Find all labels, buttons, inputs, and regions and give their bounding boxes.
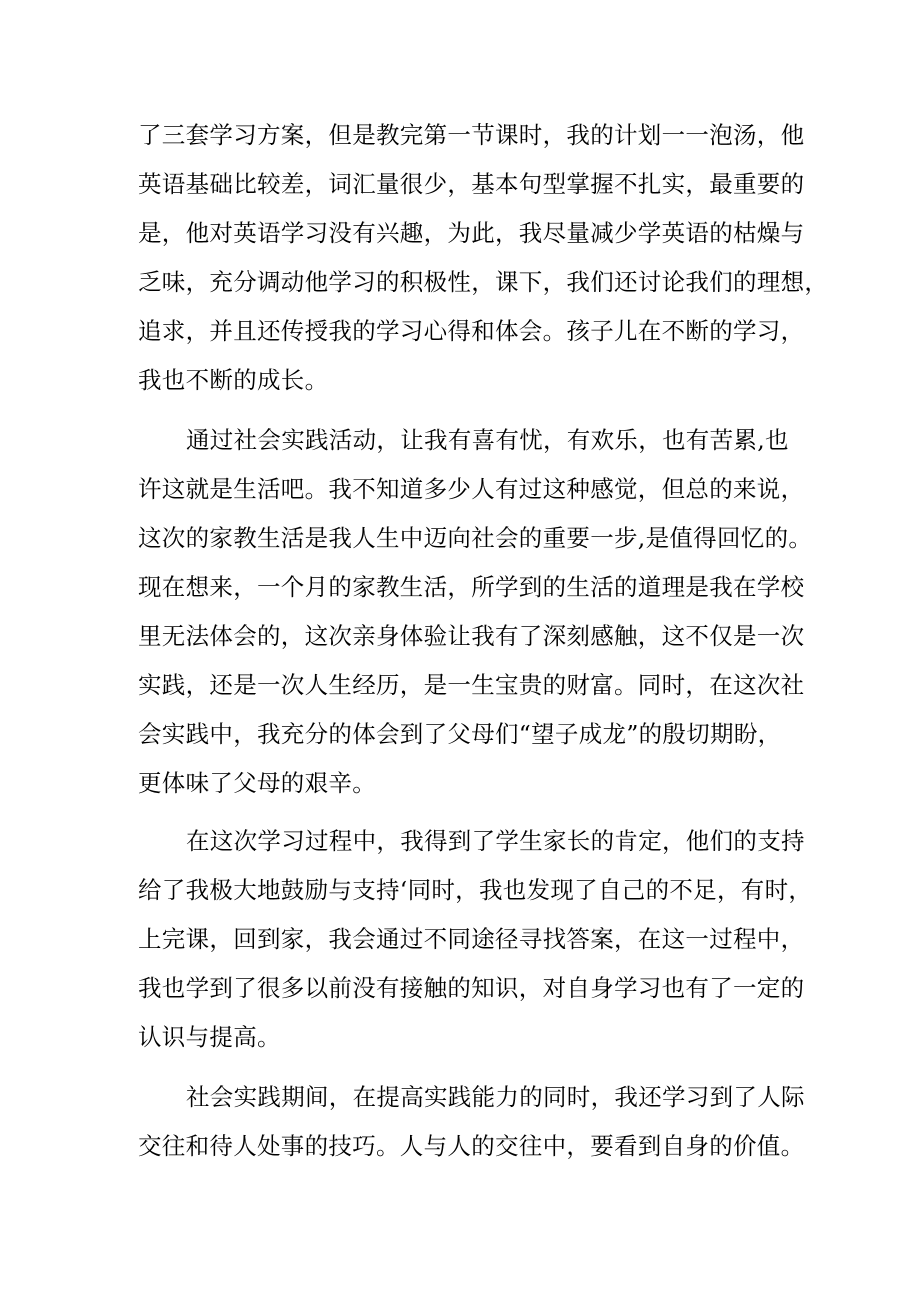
- paragraph-3: [138, 817, 813, 1062]
- text-line: 是，他对英语学习没有兴趣，为此，我尽量减少学英语的枯燥与: [138, 219, 805, 247]
- text-line: 现在想来，一个月的家教生活，所学到的生活的道理是我在学校: [138, 573, 805, 601]
- text-line: 英语基础比较差，词汇量很少，基本句型掌握不扎实，最重要的: [138, 170, 805, 198]
- text-line: 更体味了父母的艰辛。: [138, 769, 376, 797]
- text-line: 我也学到了很多以前没有接触的知识，对自身学习也有了一定的: [138, 974, 805, 1002]
- paragraph-1: [138, 111, 829, 405]
- text-line: 认识与提高。: [138, 1023, 281, 1051]
- text-line: 里无法体会的，这次亲身体验让我有了深刻感触，这不仅是一次: [138, 622, 805, 650]
- text-line: 给了我极大地鼓励与支持‘同时，我也发现了自己的不足，有时，: [138, 876, 813, 904]
- text-line: 交往和待人处事的技巧。人与人的交往中，要看到自身的价值。: [138, 1132, 805, 1160]
- text-line: 通过社会实践活动，让我有喜有忧，有欢乐，也有苦累,也: [186, 426, 789, 454]
- text-line: 我也不断的成长。: [138, 366, 329, 394]
- text-line: 实践，还是一次人生经历，是一生宝贵的财富。同时，在这次社: [138, 671, 805, 699]
- text-line: 这次的家教生活是我人生中迈向社会的重要一步,是值得回忆的。: [138, 524, 813, 552]
- paragraph-2: [138, 416, 813, 808]
- text-line: 许这就是生活吧。我不知道多少人有过这种感觉，但总的来说，: [138, 475, 805, 503]
- paragraph-4: [138, 1073, 805, 1171]
- text-line: 了三套学习方案，但是教完第一节课时，我的计划一一泡汤，他: [138, 121, 805, 149]
- text-line: 上完课，回到家，我会通过不同途径寻找答案，在这一过程中，: [138, 925, 805, 953]
- text-line: 会实践中，我充分的体会到了父母们“望子成龙”的殷切期盼，: [138, 720, 782, 748]
- text-line: 社会实践期间，在提高实践能力的同时，我还学习到了人际: [186, 1083, 805, 1111]
- text-line: 追求，并且还传授我的学习心得和体会。孩子儿在不断的学习，: [138, 317, 805, 345]
- text-line: 乏味，充分调动他学习的积极性，课下，我们还讨论我们的理想，: [138, 268, 829, 296]
- text-line: 在这次学习过程中，我得到了学生家长的肯定，他们的支持: [186, 827, 805, 855]
